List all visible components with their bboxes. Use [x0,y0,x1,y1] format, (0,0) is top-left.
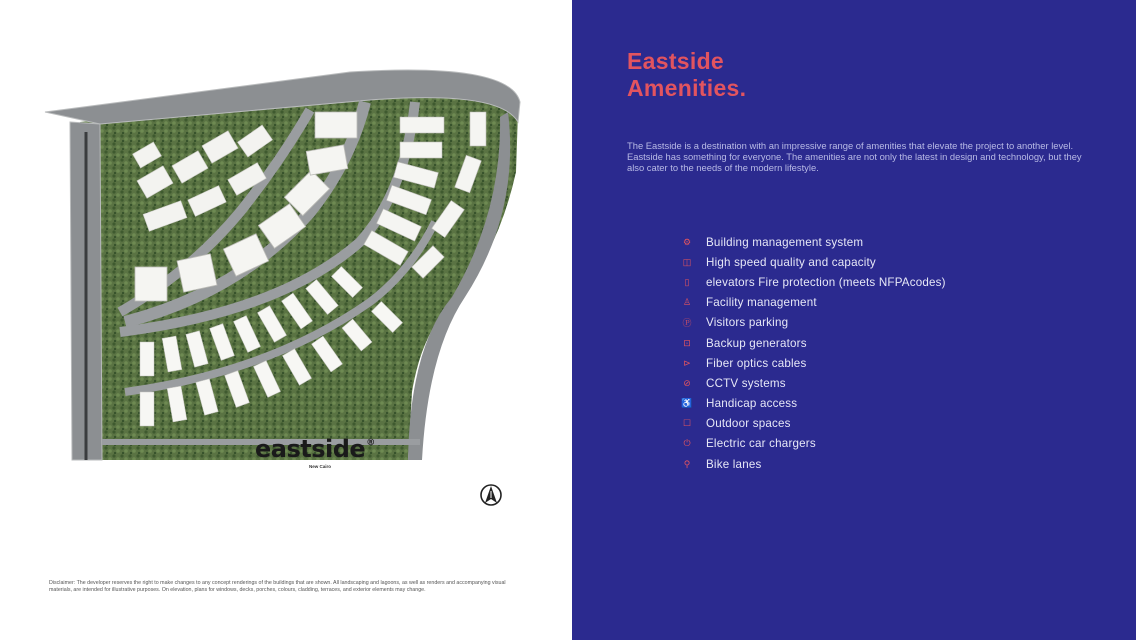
amenity-label: elevators Fire protection (meets NFPAcodes) [706,275,946,289]
building-icon: ⚙ [682,236,692,247]
amenity-item [680,293,946,313]
amenity-item [680,252,946,272]
amenity-label: Backup generators [706,336,807,350]
amenity-label: CCTV systems [706,376,786,390]
amenity-item [680,232,946,252]
amenities-title [627,48,746,102]
parking-icon: Ⓟ [682,318,692,329]
fiber-optic-icon: ⊳ [683,357,691,368]
outdoor-icon: ☐ [682,418,692,429]
person-icon: ♙ [682,297,692,308]
wheelchair-icon: ♿ [681,398,693,409]
brand-location: New Cairo [309,464,332,469]
amenity-label: Handicap access [706,397,798,411]
title-line-1: Eastside [627,48,725,74]
amenity-label: Outdoor spaces [706,417,791,431]
north-arrow-icon [479,483,503,507]
amenity-item [680,394,946,414]
amenity-item [680,333,946,353]
bike-icon: ⚲ [683,458,691,469]
generator-icon: ⊡ [683,337,691,348]
amenities-panel [572,0,1136,640]
amenity-label: Building management system [706,235,864,249]
amenity-item [680,353,946,373]
eastside-logo [255,435,375,463]
amenity-label: Bike lanes [706,457,762,471]
fire-extinguisher-icon: ▯ [684,276,690,287]
amenity-item [680,313,946,333]
amenity-item [680,454,946,474]
masterplan-map [40,62,540,462]
registered-mark: ® [366,438,375,448]
amenity-item [680,434,946,454]
elevator-icon: ◫ [682,256,692,267]
amenity-label: Electric car chargers [706,437,816,451]
brand-name: eastside [255,435,366,463]
title-line-2: Amenities. [627,75,747,101]
amenity-item [680,373,946,393]
amenity-label: Fiber optics cables [706,356,807,370]
ev-charger-icon: ⏻ [683,438,691,449]
amenity-label: High speed quality and capacity [706,255,876,269]
amenity-label: Facility management [706,296,817,310]
amenities-intro: The Eastside is a destination with an impressive range of amenities that elevate the project to another level. Eastside has something for everyone. The amenities are not only the latest in design and technology, but they also cater to the needs of the modern lifestyle. [627,140,1082,173]
cctv-icon: ⊘ [683,377,691,388]
amenity-item [680,272,946,292]
disclaimer-text: Disclaimer: The developer reserves the right to make changes to any concept renderings of the buildings that are shown. All landscaping and lagoons, as well as renders and accompanying visual materials, are intended for illustrative purposes. On elevation, plans for windows, decks, porches, colours, cladding, terraces, and exterior elements may change. [49,580,506,593]
amenity-item [680,414,946,434]
amenities-list [680,232,946,474]
amenity-label: Visitors parking [706,316,789,330]
